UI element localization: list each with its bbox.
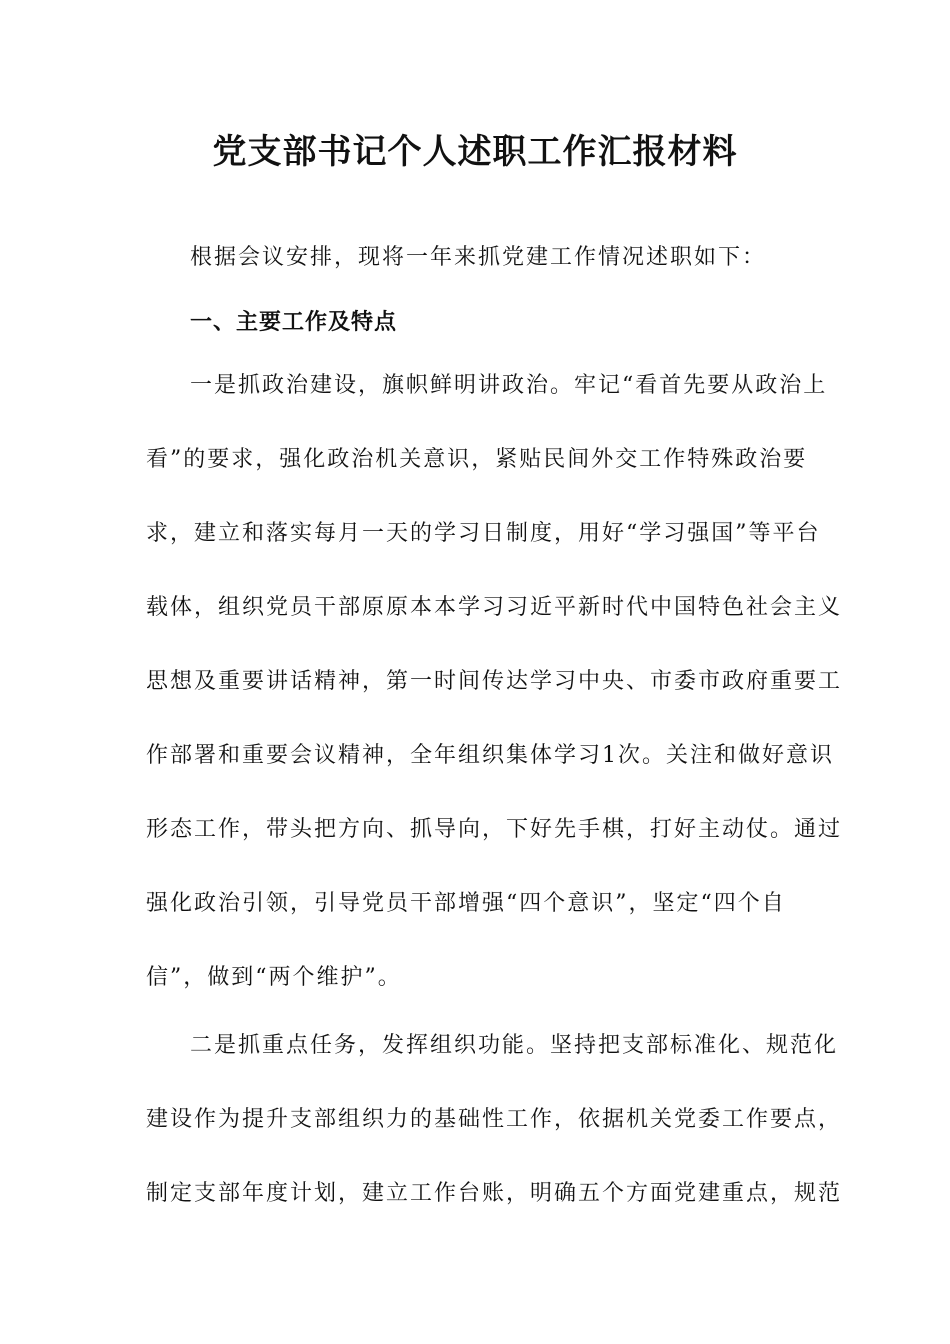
- paragraph-line: 建设作为提升支部组织力的基础性工作，依据机关党委工作要点，: [146, 1107, 843, 1132]
- paragraph-line: 强化政治引领，引导党员干部增强“四个意识”，坚定“四个自: [146, 891, 786, 916]
- section-heading: 一、主要工作及特点: [190, 309, 398, 335]
- paragraph-line: 思想及重要讲话精神，第一时间传达学习中央、市委市政府重要工: [146, 669, 843, 694]
- paragraph-line: 二是抓重点任务，发挥组织功能。坚持把支部标准化、规范化: [190, 1033, 839, 1058]
- paragraph-line: 一是抓政治建设，旗帜鲜明讲政治。牢记“看首先要从政治上: [190, 373, 828, 398]
- paragraph-line: 形态工作，带头把方向、抓导向，下好先手棋，打好主动仗。通过: [146, 817, 843, 842]
- paragraph-line: 载体，组织党员干部原原本本学习习近平新时代中国特色社会主义: [146, 595, 843, 620]
- document-title: 党支部书记个人述职工作汇报材料: [212, 132, 738, 172]
- paragraph-line: 求，建立和落实每月一天的学习日制度，用好“学习强国”等平台: [146, 521, 821, 546]
- paragraph-line: 作部署和重要会议精神，全年组织集体学习1次。关注和做好意识: [146, 743, 834, 768]
- paragraph-line: 制定支部年度计划，建立工作台账，明确五个方面党建重点，规范: [146, 1181, 843, 1206]
- paragraph-line: 信”，做到“两个维护”。: [146, 965, 402, 990]
- paragraph-line: 看”的要求，强化政治机关意识，紧贴民间外交工作特殊政治要: [146, 447, 808, 472]
- intro-paragraph: 根据会议安排，现将一年来抓党建工作情况述职如下：: [190, 245, 767, 270]
